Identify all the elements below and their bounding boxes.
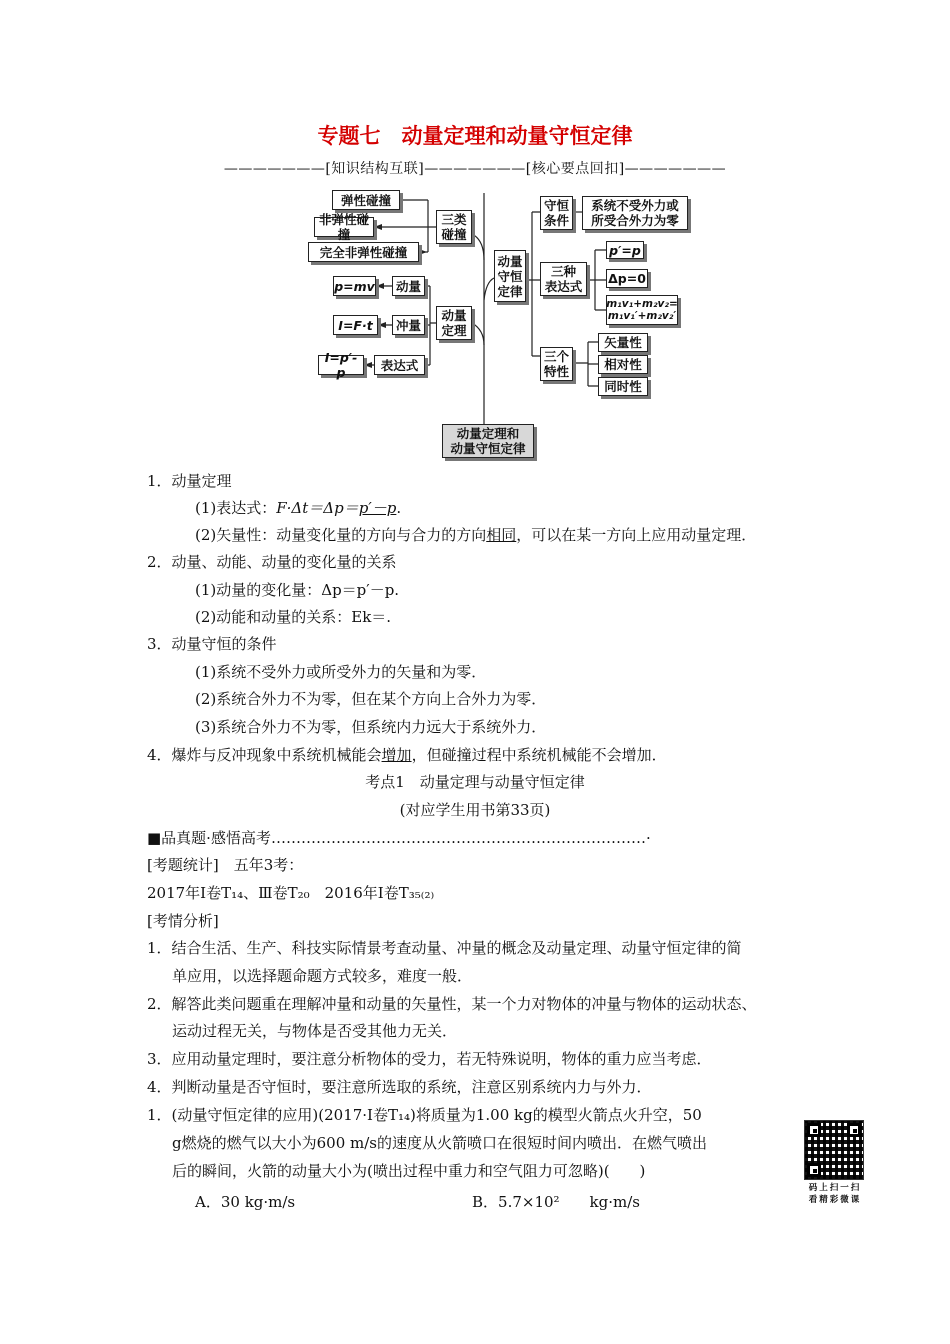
option-b: B．5.7×10² kg·m/s bbox=[472, 1193, 640, 1211]
page-title: 专题七 动量定理和动量守恒定律 bbox=[317, 124, 633, 148]
map-three-expressions: 三种 表达式 bbox=[540, 262, 587, 296]
question-1-line-2: g燃烧的燃气以大小为600 m/s的速度从火箭喷口在很短时间内喷出．在燃气喷出 bbox=[172, 1134, 707, 1152]
map-root: 动量定理和 动量守恒定律 bbox=[442, 424, 534, 458]
section-divider: ———————[知识结构互联]———————[核心要点回扣]——————— bbox=[223, 161, 727, 177]
map-perfectly-inelastic-collision: 完全非弹性碰撞 bbox=[308, 242, 419, 262]
qr-code[interactable] bbox=[804, 1120, 864, 1180]
map-momentum-theorem: 动量 定理 bbox=[436, 306, 472, 340]
qr-caption-scan: 码上扫一扫 bbox=[808, 1183, 862, 1193]
section-3a: (1)系统不受外力或所受外力的矢量和为零． bbox=[195, 663, 487, 681]
section-1b-answer: 相同 bbox=[486, 526, 517, 544]
section-1a bbox=[195, 498, 401, 518]
stats-detail: 2017年Ⅰ卷T₁₄、Ⅲ卷T₂₀ 2016年Ⅰ卷T₃₅₍₂₎ bbox=[147, 884, 435, 902]
option-a: A．30 kg·m/s bbox=[195, 1193, 296, 1211]
section-2b: (2)动能和动量的关系：Ek＝. bbox=[195, 608, 392, 626]
question-1-line-3: 后的瞬间，火箭的动量大小为(喷出过程中重力和空气阻力可忽略)( ) bbox=[172, 1162, 646, 1180]
section-1-heading: 1．动量定理 bbox=[147, 472, 232, 490]
section-1b bbox=[195, 525, 756, 545]
section-4-end: ，但碰撞过程中系统机械能不会增加． bbox=[411, 746, 667, 764]
map-elastic-collision: 弹性碰撞 bbox=[332, 190, 400, 210]
qr-finder-icon bbox=[807, 1163, 821, 1177]
section-1a-label: (1)表达式： bbox=[195, 499, 277, 517]
map-property-simultaneous: 同时性 bbox=[598, 377, 648, 396]
map-formula-momentum: p=mv bbox=[333, 276, 376, 296]
map-expression-3: m₁v₁+m₂v₂= m₁v₁′+m₂v₂′ bbox=[606, 295, 678, 325]
map-property-vector: 矢量性 bbox=[598, 333, 648, 352]
qr-caption-watch: 看精彩微课 bbox=[808, 1195, 862, 1205]
map-property-relative: 相对性 bbox=[598, 355, 648, 374]
section-1b-label: (2)矢量性：动量变化量的方向与合力的方向 bbox=[195, 526, 487, 544]
qr-finder-icon bbox=[847, 1123, 861, 1137]
map-condition-text: 系统不受外力或 所受合外力为零 bbox=[582, 196, 688, 230]
map-conservation-condition: 守恒 条件 bbox=[540, 196, 573, 230]
analysis-1-line-2: 单应用，以选择题命题方式较多，难度一般． bbox=[172, 967, 473, 985]
map-momentum: 动量 bbox=[392, 276, 425, 296]
stats-label: [考题统计] 五年3考： bbox=[147, 856, 304, 874]
map-formula-impulse: I=F·t bbox=[333, 315, 378, 335]
map-expression: 表达式 bbox=[374, 355, 425, 375]
section-4-text: 4．爆炸与反冲现象中系统机械能会 bbox=[147, 746, 382, 764]
kaodian-title: 考点1 动量定理与动量守恒定律 bbox=[365, 773, 585, 791]
analysis-2-line-2: 运动过程无关，与物体是否受其他力无关． bbox=[172, 1022, 458, 1040]
analysis-label: [考情分析] bbox=[147, 912, 219, 930]
section-1a-answer: p′－p bbox=[358, 499, 397, 517]
map-three-properties: 三个 特性 bbox=[540, 347, 573, 381]
map-expression-2: Δp=0 bbox=[606, 269, 648, 288]
section-1a-end: . bbox=[396, 499, 402, 517]
analysis-2-line-1: 2．解答此类问题重在理解冲量和动量的矢量性，某一个力对物体的冲量与物体的运动状态、 bbox=[147, 995, 757, 1013]
section-4 bbox=[147, 745, 667, 765]
section-2a: (1)动量的变化量：Δp＝p′－p. bbox=[195, 581, 400, 599]
section-3b: (2)系统合外力不为零，但在某个方向上合外力为零． bbox=[195, 690, 547, 708]
analysis-4: 4．判断动量是否守恒时，要注意所选取的系统，注意区别系统内力与外力． bbox=[147, 1078, 652, 1096]
map-impulse: 冲量 bbox=[392, 315, 425, 335]
question-1-line-1: 1．(动量守恒定律的应用)(2017·Ⅰ卷T₁₄)将质量为1.00 kg的模型火箭点火升空，50 bbox=[147, 1106, 702, 1124]
section-1b-end: ，可以在某一方向上应用动量定理． bbox=[516, 526, 757, 544]
map-inelastic-collision: 非弹性碰撞 bbox=[314, 217, 374, 237]
section-3c: (3)系统合外力不为零，但系统内力远大于系统外力． bbox=[195, 718, 547, 736]
map-conservation-law: 动量 守恒 定律 bbox=[494, 250, 526, 302]
section-1a-formula: F·Δt＝Δp＝ bbox=[276, 499, 359, 517]
knowledge-map-connectors bbox=[0, 0, 950, 470]
map-three-collisions: 三类 碰撞 bbox=[436, 210, 472, 244]
section-3-heading: 3．动量守恒的条件 bbox=[147, 635, 277, 653]
qr-finder-icon bbox=[807, 1123, 821, 1137]
section-4-answer: 增加 bbox=[381, 746, 412, 764]
map-formula-expression: I=p′-p bbox=[318, 355, 364, 375]
map-expression-1: p′=p bbox=[606, 241, 644, 259]
kaodian-reference: (对应学生用书第33页) bbox=[399, 801, 551, 819]
analysis-3: 3．应用动量定理时，要注意分析物体的受力，若无特殊说明，物体的重力应当考虑． bbox=[147, 1050, 712, 1068]
section-2-heading: 2．动量、动能、动量的变化量的关系 bbox=[147, 553, 397, 571]
pinzhen-header: ■品真题·感悟高考…………………………………………………………………· bbox=[147, 829, 651, 847]
analysis-1-line-1: 1．结合生活、生产、科技实际情景考查动量、冲量的概念及动量定理、动量守恒定律的简 bbox=[147, 939, 742, 957]
